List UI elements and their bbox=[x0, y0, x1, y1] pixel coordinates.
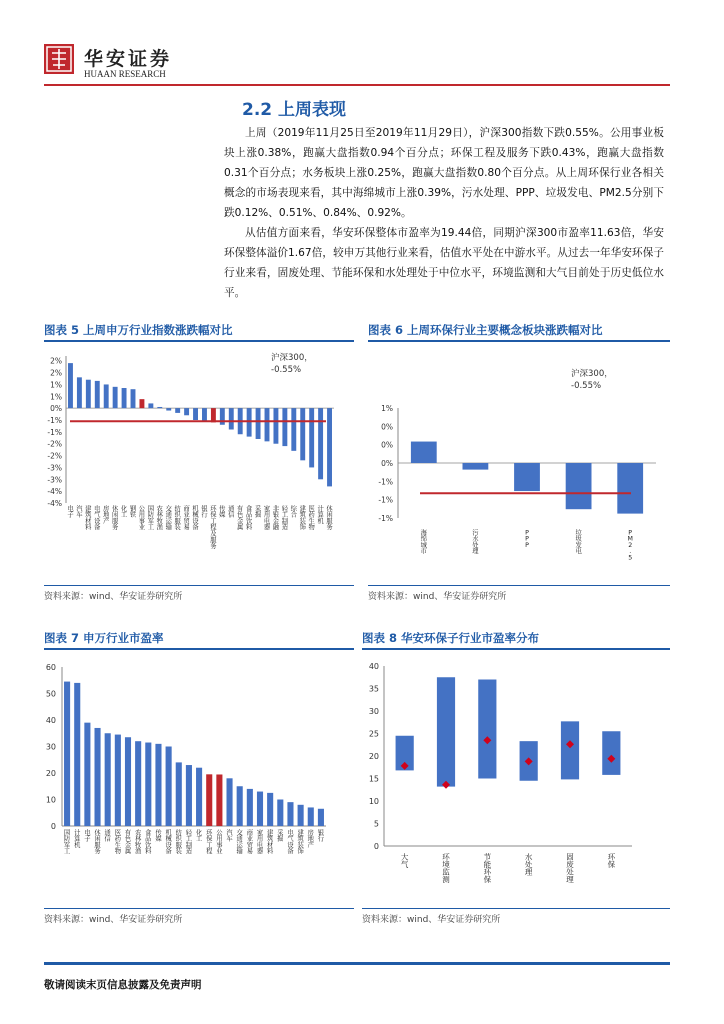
x-tick-label: 银行 bbox=[317, 829, 325, 843]
y-tick-label: 20 bbox=[368, 752, 379, 761]
x-tick-label: 交通运输 bbox=[236, 829, 243, 856]
bar bbox=[300, 408, 305, 460]
y-tick-label: 1% bbox=[50, 392, 62, 402]
range-bar bbox=[561, 721, 579, 779]
bar bbox=[175, 408, 180, 413]
x-tick-label: 电子 bbox=[67, 505, 74, 519]
bar bbox=[216, 774, 222, 826]
x-tick-label: 环境监测 bbox=[442, 852, 450, 884]
x-tick-label: 房地产 bbox=[307, 829, 314, 849]
chart-fig6 bbox=[366, 346, 672, 582]
x-tick-label: 交通运输 bbox=[165, 505, 172, 532]
x-tick-label: 通信 bbox=[104, 829, 111, 843]
bar bbox=[131, 389, 136, 408]
y-tick-label: -1% bbox=[378, 477, 393, 487]
bar bbox=[265, 408, 270, 441]
section-title: 2.2 上周表现 bbox=[242, 100, 347, 120]
x-tick-label: 建筑材料 bbox=[85, 505, 92, 532]
x-tick-label: 汽车 bbox=[76, 505, 83, 519]
figure-8-rule bbox=[362, 648, 670, 650]
x-tick-label: 公用事业 bbox=[138, 505, 146, 532]
x-tick-label: 海绵城市 bbox=[420, 529, 427, 556]
bar bbox=[273, 408, 278, 444]
bar bbox=[202, 408, 207, 421]
x-tick-label: 轻工制造 bbox=[185, 829, 193, 856]
figure-6-source: 资料来源：wind、华安证券研究所 bbox=[368, 592, 507, 602]
y-tick-label: 0% bbox=[50, 404, 62, 414]
figure-7-source: 资料来源：wind、华安证券研究所 bbox=[44, 915, 183, 925]
bar bbox=[155, 744, 161, 826]
bar bbox=[308, 807, 314, 826]
x-tick-label: 电气设备 bbox=[94, 505, 101, 532]
chart-fig5 bbox=[34, 346, 354, 582]
x-tick-label: 电子 bbox=[84, 829, 91, 843]
bar bbox=[267, 793, 273, 826]
y-tick-label: 30 bbox=[368, 707, 379, 716]
x-tick-label: 环保工程 bbox=[206, 829, 213, 856]
x-tick-label: 采掘 bbox=[277, 829, 284, 843]
figure-6-title: 图表 6 上周环保行业主要概念板块涨跌幅对比 bbox=[368, 323, 603, 337]
x-tick-label: 国防军工 bbox=[147, 505, 155, 532]
y-tick-label: -2% bbox=[47, 451, 62, 461]
footer-disclaimer: 敬请阅读末页信息披露及免责声明 bbox=[44, 979, 202, 991]
x-tick-label: 机械设备 bbox=[165, 829, 172, 856]
y-tick-label: -4% bbox=[47, 499, 62, 508]
y-tick-label: 1% bbox=[381, 404, 393, 413]
y-tick-label: 0 bbox=[50, 822, 56, 831]
range-bar bbox=[478, 680, 496, 779]
annotation-line2: -0.55% bbox=[271, 365, 302, 375]
bar bbox=[566, 463, 592, 509]
y-tick-label: 0% bbox=[381, 440, 393, 450]
figure-8-title: 图表 8 华安环保子行业市盈率分布 bbox=[362, 631, 540, 645]
x-tick-label: 污水处理 bbox=[472, 529, 479, 556]
figure-7-source-rule bbox=[44, 908, 354, 909]
x-tick-label: P M 2 . 5 bbox=[627, 529, 633, 562]
bar bbox=[94, 728, 100, 826]
x-tick-label: 机械设备 bbox=[192, 505, 199, 532]
x-tick-label: 农林牧渔 bbox=[135, 829, 142, 856]
y-tick-label: 40 bbox=[45, 716, 56, 725]
y-tick-label: 25 bbox=[368, 729, 379, 739]
figure-5-source-rule bbox=[44, 585, 354, 586]
x-tick-label: 食品饮料 bbox=[245, 505, 253, 532]
y-tick-label: 15 bbox=[368, 774, 379, 784]
y-tick-label: -3% bbox=[47, 475, 62, 485]
bar bbox=[186, 765, 192, 826]
bar bbox=[125, 737, 131, 826]
x-tick-label: 银行 bbox=[201, 505, 208, 519]
x-tick-label: 纺织服装 bbox=[174, 505, 181, 532]
x-tick-label: P P P bbox=[525, 529, 529, 549]
x-tick-label: 公用事业 bbox=[216, 829, 223, 856]
y-tick-label: 0% bbox=[381, 459, 393, 468]
bar bbox=[287, 802, 293, 826]
y-tick-label: -1% bbox=[378, 514, 393, 523]
bar bbox=[166, 747, 172, 827]
x-tick-label: 电气设备 bbox=[287, 829, 294, 856]
logo-seal bbox=[44, 44, 74, 74]
annotation-line2: -0.55% bbox=[571, 381, 602, 391]
x-tick-label: 建筑装饰 bbox=[299, 505, 306, 532]
footer-rule bbox=[44, 962, 670, 965]
x-tick-label: 有色金属 bbox=[237, 505, 244, 532]
x-tick-label: 综合 bbox=[290, 505, 297, 519]
logo-text: 华安证券 bbox=[84, 48, 173, 70]
x-tick-label: 建筑材料 bbox=[267, 829, 274, 856]
y-tick-label: 5 bbox=[373, 819, 379, 829]
x-tick-label: 房地产 bbox=[103, 505, 110, 525]
x-tick-label: 轻工制造 bbox=[281, 505, 289, 532]
paragraph-1: 上周（2019年11月25日至2019年11月29日），沪深300指数下跌0.55%。公用事业板块上涨0.38%，跑赢大盘指数0.94个百分点；环保工程及服务下跌0.43%，跑赢大盘指数0.31个百分点；水务板块上涨0.25%，跑赢大盘指数0.80个百分点。从上周环保行业各相关概念的市场表现来看，其中海绵城市上涨0.39%，污水处理、PPP、垃圾发电、PM2.5分别下跌0.12%、0.51%、0.84%、0.92%。 bbox=[224, 127, 664, 219]
x-tick-label: 传媒 bbox=[219, 505, 226, 519]
bar bbox=[64, 682, 70, 826]
x-tick-label: 医药生物 bbox=[308, 505, 315, 532]
x-tick-label: 非银金融 bbox=[272, 505, 280, 532]
chart-fig7 bbox=[34, 654, 354, 904]
x-tick-label: 计算机 bbox=[74, 829, 81, 849]
figure-5-rule bbox=[44, 340, 354, 342]
x-tick-label: 商业贸易 bbox=[183, 505, 190, 532]
x-tick-label: 环保 bbox=[607, 852, 616, 869]
bar bbox=[206, 774, 212, 826]
x-tick-label: 采掘 bbox=[254, 505, 262, 519]
bar bbox=[184, 408, 189, 415]
y-tick-label: 35 bbox=[368, 684, 379, 694]
y-tick-label: 1% bbox=[50, 380, 62, 390]
bar bbox=[104, 384, 109, 408]
bar bbox=[105, 733, 111, 826]
bar bbox=[277, 800, 283, 827]
bar bbox=[84, 723, 90, 826]
x-tick-label: 家用电器 bbox=[263, 505, 271, 532]
bar bbox=[282, 408, 287, 446]
bar bbox=[196, 768, 202, 826]
x-tick-label: 纺织服装 bbox=[175, 829, 182, 856]
bar bbox=[115, 735, 121, 826]
bar bbox=[617, 463, 643, 514]
bar bbox=[463, 463, 489, 470]
y-tick-label: -1% bbox=[47, 416, 62, 426]
annotation-line1: 沪深300， bbox=[571, 369, 613, 379]
x-tick-label: 有色金属 bbox=[124, 829, 132, 856]
y-tick-label: 50 bbox=[45, 689, 56, 699]
y-tick-label: 2% bbox=[50, 368, 62, 378]
bar bbox=[157, 407, 162, 408]
bar bbox=[148, 403, 153, 408]
bar bbox=[229, 408, 234, 429]
bar bbox=[514, 463, 540, 491]
x-tick-label: 汽车 bbox=[226, 829, 233, 843]
logo-subtext: HUAAN RESEARCH bbox=[84, 69, 166, 79]
figure-7-title: 图表 7 申万行业市盈率 bbox=[44, 631, 164, 645]
figure-5-title: 图表 5 上周申万行业指数涨跌幅对比 bbox=[44, 323, 233, 337]
x-tick-label: 固废处理 bbox=[566, 852, 574, 884]
y-tick-label: 10 bbox=[45, 795, 56, 805]
header-rule bbox=[44, 84, 670, 86]
bar bbox=[247, 789, 253, 826]
x-tick-label: 水处理 bbox=[524, 852, 533, 877]
bar bbox=[318, 809, 324, 826]
y-tick-label: -3% bbox=[47, 463, 62, 473]
x-tick-label: 传媒 bbox=[155, 829, 162, 843]
bar bbox=[113, 387, 118, 408]
x-tick-label: 节能环保 bbox=[483, 852, 492, 884]
x-tick-label: 食品饮料 bbox=[145, 829, 152, 856]
bar bbox=[256, 408, 261, 439]
y-tick-label: -4% bbox=[47, 487, 62, 497]
bar bbox=[247, 408, 252, 436]
bar bbox=[257, 792, 263, 826]
bar bbox=[176, 762, 182, 826]
x-tick-label: 钢铁 bbox=[129, 505, 137, 519]
y-tick-label: 2% bbox=[50, 356, 62, 366]
annotation-line1: 沪深300， bbox=[271, 353, 313, 363]
y-tick-label: -1% bbox=[47, 427, 62, 437]
range-bar bbox=[437, 677, 455, 786]
x-tick-label: 休闲服务 bbox=[94, 829, 101, 856]
x-tick-label: 计算机 bbox=[317, 505, 324, 525]
x-tick-label: 环保工程及服务 bbox=[210, 505, 217, 551]
bar bbox=[68, 363, 73, 408]
bar bbox=[193, 408, 198, 420]
y-tick-label: 60 bbox=[45, 663, 56, 672]
bar bbox=[86, 380, 91, 408]
bar bbox=[291, 408, 296, 451]
y-tick-label: -2% bbox=[47, 439, 62, 449]
figure-5-source: 资料来源：wind、华安证券研究所 bbox=[44, 592, 183, 602]
y-tick-label: 0 bbox=[373, 842, 379, 851]
bar bbox=[298, 805, 304, 826]
figure-6-source-rule bbox=[368, 585, 670, 586]
y-tick-label: 40 bbox=[368, 662, 379, 671]
figure-8-source-rule bbox=[362, 908, 670, 909]
figure-7-rule bbox=[44, 648, 354, 650]
y-tick-label: 30 bbox=[45, 742, 56, 752]
x-tick-label: 家用电器 bbox=[256, 829, 264, 856]
paragraph-2: 从估值方面来看，华安环保整体市盈率为19.44倍，同期沪深300市盈率11.63倍，华安环保整体溢价1.67倍，较申万其他行业来看，估值水平处在中游水平。从过去一年华安环保子行业来看，固废处理、节能环保和水处理处于中位水平，环境监测和大气目前处于历史低位水平。 bbox=[224, 227, 664, 299]
x-tick-label: 休闲服务 bbox=[111, 505, 119, 532]
chart-fig8 bbox=[360, 654, 670, 904]
x-tick-label: 化工 bbox=[120, 505, 128, 519]
y-tick-label: 10 bbox=[368, 797, 379, 806]
x-tick-label: 休闲服务 bbox=[326, 505, 333, 532]
bar bbox=[327, 408, 332, 486]
bar bbox=[309, 408, 314, 467]
bar bbox=[226, 778, 232, 826]
x-tick-label: 商业贸易 bbox=[246, 829, 253, 856]
y-tick-label: 20 bbox=[45, 769, 56, 778]
x-tick-label: 建筑装饰 bbox=[297, 829, 304, 856]
bar bbox=[135, 741, 141, 826]
figure-6-rule bbox=[368, 340, 670, 342]
bar bbox=[95, 381, 100, 408]
figure-8-source: 资料来源：wind、华安证券研究所 bbox=[362, 915, 501, 925]
x-tick-label: 垃圾发电 bbox=[575, 529, 582, 556]
x-tick-label: 农林牧渔 bbox=[156, 505, 163, 532]
bar bbox=[166, 408, 171, 410]
bar bbox=[77, 377, 82, 408]
bar bbox=[237, 786, 243, 826]
bar bbox=[220, 408, 225, 425]
x-tick-label: 国防军工 bbox=[63, 829, 71, 856]
bar bbox=[74, 683, 80, 826]
x-tick-label: 大气 bbox=[400, 852, 409, 869]
bar bbox=[122, 388, 127, 408]
y-tick-label: 0% bbox=[381, 422, 393, 432]
bar bbox=[145, 743, 151, 826]
bar bbox=[139, 399, 144, 408]
bar bbox=[411, 442, 437, 463]
x-tick-label: 医药生物 bbox=[114, 829, 121, 856]
range-bar bbox=[602, 731, 620, 775]
x-tick-label: 化工 bbox=[195, 829, 203, 843]
y-tick-label: -1% bbox=[378, 495, 393, 505]
x-tick-label: 通信 bbox=[228, 505, 235, 519]
bar bbox=[318, 408, 323, 479]
